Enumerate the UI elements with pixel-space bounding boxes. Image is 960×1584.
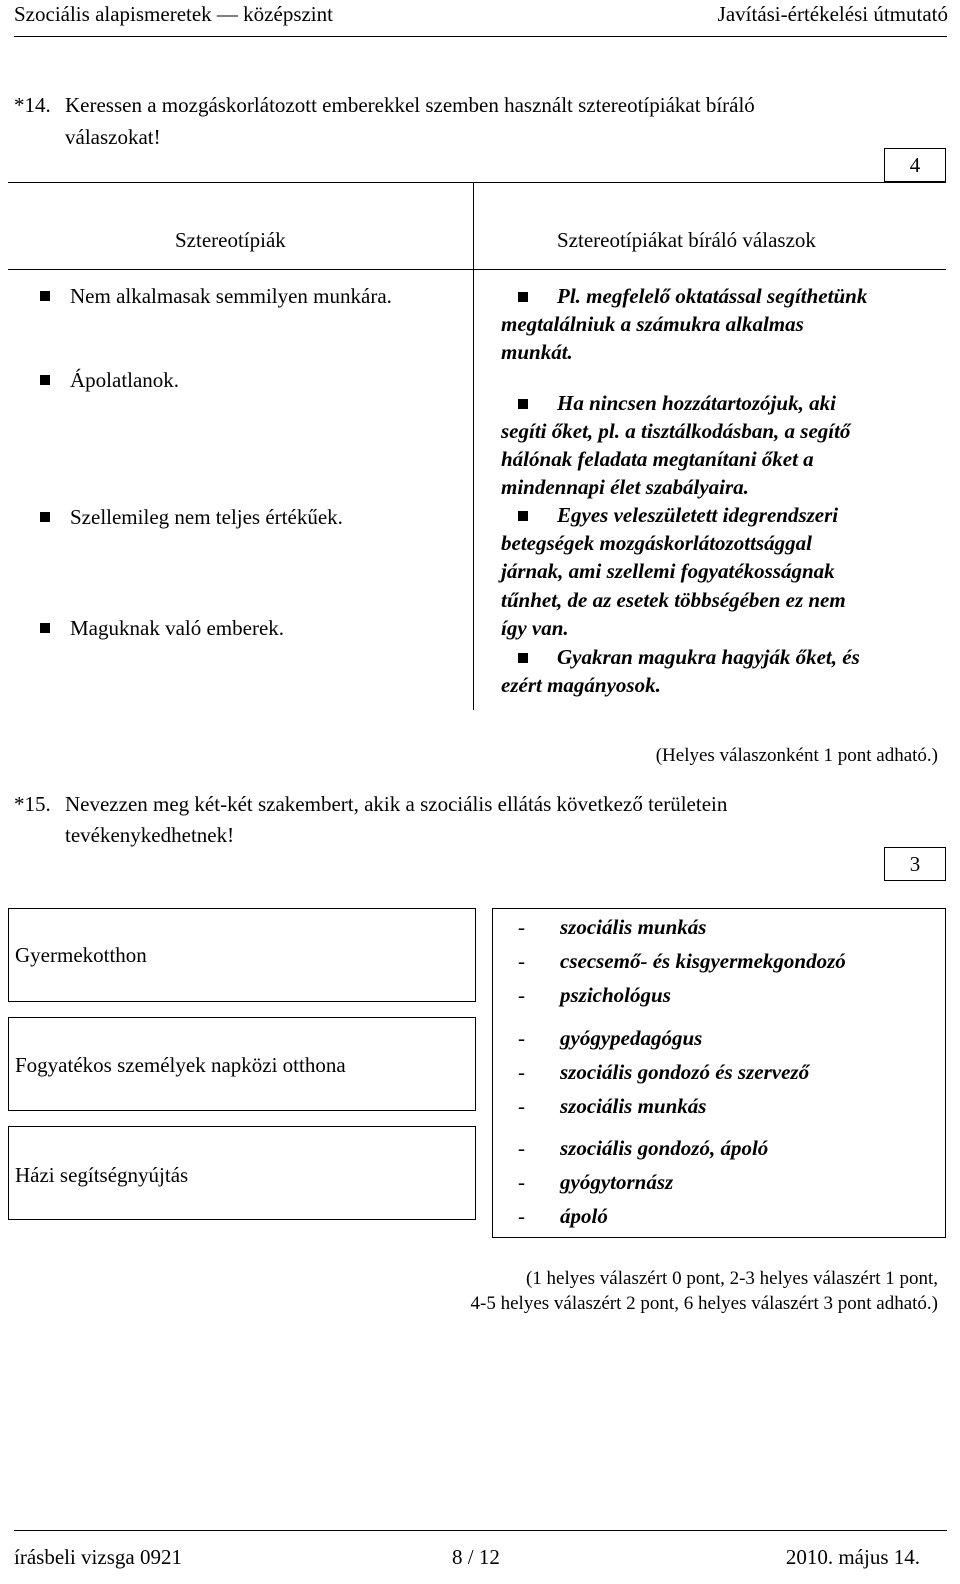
stereotype-item: Szellemileg nem teljes értékűek. [40,505,343,530]
q14-table-header-border [8,269,946,270]
area-label: Házi segítségnyújtás [15,1163,189,1187]
bullet-icon [40,623,50,633]
q15-score: 3 [909,851,921,876]
q15-score-box [884,847,946,881]
bullet-icon [40,512,50,522]
bullet-icon [40,375,50,385]
q14-col2-header: Sztereotípiákat bíráló válaszok [557,228,816,252]
q14-score: 4 [909,152,921,177]
area-label: Gyermekotthon [15,943,147,967]
q14-table-column-divider [473,182,474,710]
bullet-icon [518,653,528,663]
q14-text-line1: Keressen a mozgáskorlátozott emberekkel szemben használt sztereotípiákat bíráló [65,93,755,117]
footer-date: 2010. május 14. [785,1545,920,1569]
list-item: - szociális gondozó és szervező [518,1060,810,1084]
q14-score-box [884,148,946,182]
q14-table-top-border [8,182,946,183]
professionals-list [518,1026,938,1128]
list-item: - csecsemő- és kisgyermekgondozó [518,949,846,973]
header-guide-title: Javítási-értékelési útmutató [717,2,948,26]
header-divider [14,36,947,37]
q15-text-line1: Nevezzen meg két-két szakembert, akik a szociális ellátás következő területein [65,792,728,816]
list-item: - pszichológus [518,983,671,1007]
list-item: - szociális munkás [518,1094,707,1118]
q15-scoring-note-line1: (1 helyes válaszért 0 pont, 2-3 helyes válaszért 1 pont, [525,1268,938,1289]
list-item: - szociális gondozó, ápoló [518,1136,769,1160]
q14-scoring-note: (Helyes válaszonként 1 pont adható.) [655,745,938,766]
footer-exam-code: írásbeli vizsga 0921 [14,1545,182,1569]
footer-divider [14,1530,947,1531]
list-item: - gyógytornász [518,1170,674,1194]
footer-page-number: 8 / 12 [452,1545,500,1569]
bullet-icon [518,399,528,409]
q14-text-line2: válaszokat! [65,125,161,149]
area-label: Fogyatékos személyek napközi otthona [15,1053,346,1077]
stereotype-item: Ápolatlanok. [40,368,179,393]
stereotype-item: Nem alkalmasak semmilyen munkára. [40,284,392,309]
header-subject: Szociális alapismeretek — középszint [14,2,333,26]
q15-text-line2: tevékenykedhetnek! [65,823,235,847]
bullet-icon [518,511,528,521]
q15-scoring-note-line2: 4-5 helyes válaszért 2 pont, 6 helyes válaszért 3 pont adható.) [470,1293,938,1314]
professionals-list [518,1136,938,1238]
q14-number: *14. [14,93,51,117]
list-item: - gyógypedagógus [518,1026,703,1050]
q14-col1-header: Sztereotípiák [175,228,286,252]
bullet-icon [40,291,50,301]
list-item: - ápoló [518,1204,608,1228]
q15-number: *15. [14,792,51,816]
bullet-icon [518,292,528,302]
list-item: - szociális munkás [518,915,707,939]
stereotype-item: Maguknak való emberek. [40,616,284,641]
professionals-list [518,915,938,1017]
